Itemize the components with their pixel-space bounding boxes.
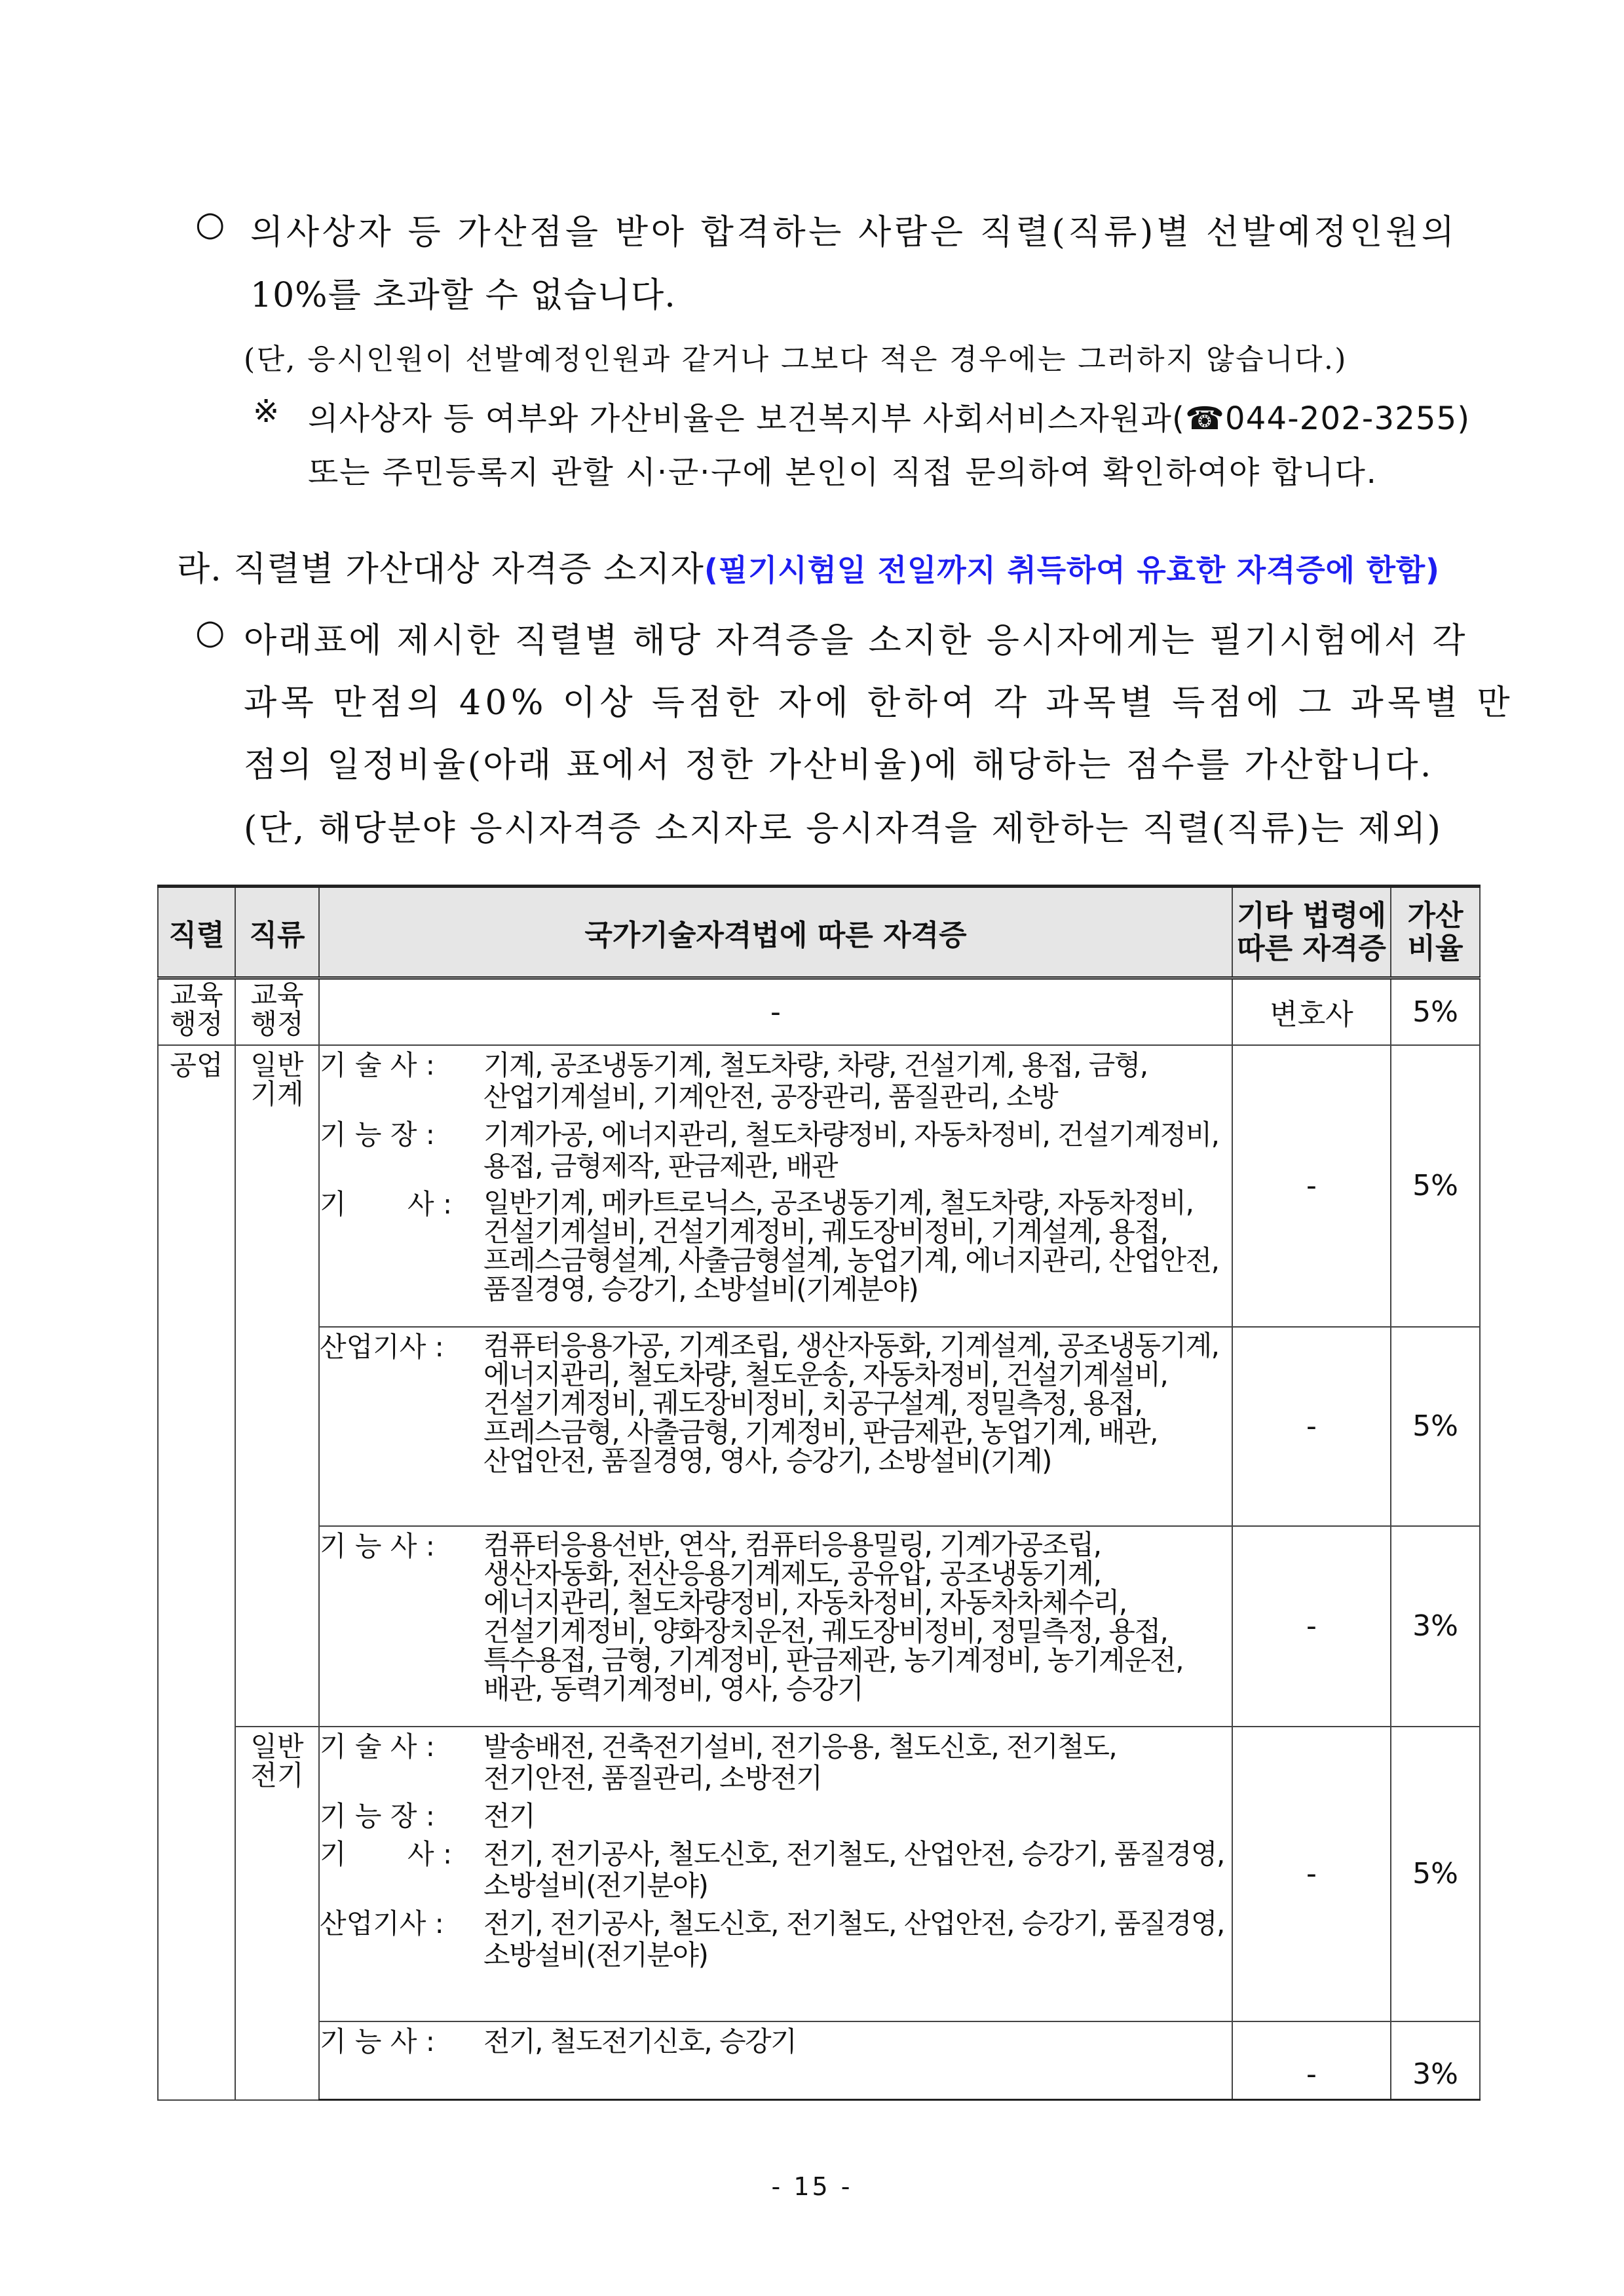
- national-cert-cell: [319, 1727, 1232, 2021]
- license-entry: [320, 1528, 1232, 1705]
- series-cell: 공업: [158, 1045, 235, 2100]
- header-other-line1: 기타 법령에: [1237, 898, 1386, 932]
- national-cert-cell: [319, 1045, 1232, 1327]
- rate-cell: 5%: [1391, 1327, 1480, 1526]
- license-entry: [320, 2026, 1232, 2057]
- license-list: 발송배전, 건축전기설비, 전기응용, 철도신호, 전기철도, 전기안전, 품질관리, 소방전기: [483, 1730, 1117, 1794]
- rate-cell: 5%: [1391, 978, 1480, 1045]
- national-cert-cell: [319, 1526, 1232, 1727]
- other-cert-cell: 변호사: [1232, 978, 1391, 1045]
- license-grade: 기 능 장 :: [320, 1118, 435, 1151]
- license-grade: 산업기사 :: [320, 1907, 444, 1940]
- table-row: [158, 1526, 1480, 1727]
- license-list: 컴퓨터응용가공, 기계조립, 생산자동화, 기계설계, 공조냉동기계, 에너지관리, 철도차량, 철도운송, 자동차정비, 건설기계설비, 건설기계정비, 궤도장비정비, 치공구설계, 정밀측정, 용접, 프레스금형, 사출금형, 기계정비, 판금제관, 농업기계, 배관, 산업안전, 품질경영, 영사, 승강기, 소방설비(기계): [483, 1329, 1219, 1477]
- paragraph-line: 의사상자 등 가산점을 받아 합격하는 사람은 직렬(직류)별 선발예정인원의: [250, 213, 1458, 252]
- header-rate-line2: 비율: [1407, 931, 1463, 965]
- license-entry: [320, 1839, 1232, 1902]
- other-cert-cell: -: [1232, 1727, 1391, 2021]
- class-edu-line2: 행정: [250, 1008, 304, 1040]
- license-grade: 산업기사 :: [320, 1330, 444, 1363]
- license-entry: [320, 1908, 1232, 1971]
- section-heading-highlight: (필기시험일 전일까지 취득하여 유효한 자격증에 한함): [704, 552, 1440, 588]
- reference-line: 또는 주민등록지 관할 시·군·구에 본인이 직접 문의하여 확인하여야 합니다.: [308, 454, 1378, 491]
- license-grade: 기 능 장 :: [320, 1799, 435, 1832]
- header-class: 직류: [235, 887, 319, 978]
- paragraph-line: 아래표에 제시한 직렬별 해당 자격증을 소지한 응시자에게는 필기시험에서 각: [244, 621, 1467, 660]
- series-edu-line1: 교육: [170, 979, 223, 1011]
- header-other-certificate: [1232, 887, 1391, 978]
- table-row: [158, 1045, 1480, 1327]
- paragraph-line: 10%를 초과할 수 없습니다.: [250, 276, 676, 315]
- license-grade: 기 술 사 :: [320, 1730, 435, 1763]
- rate-cell: 5%: [1391, 1045, 1480, 1327]
- section-heading-title: 라. 직렬별 가산대상 자격증 소지자: [177, 550, 704, 589]
- license-grade: 기 술 사 :: [320, 1048, 435, 1081]
- other-cert-cell: -: [1232, 1045, 1391, 1327]
- class-elec-line2: 전기: [250, 1759, 304, 1791]
- bonus-certificate-table: [157, 885, 1481, 2101]
- bullet-circle: ○: [195, 613, 226, 652]
- national-cert-cell: [319, 2021, 1232, 2100]
- license-list: 전기: [483, 1799, 535, 1832]
- other-cert-cell: -: [1232, 1526, 1391, 1727]
- license-entry: [320, 1731, 1232, 1794]
- header-national-certificate: 국가기술자격법에 따른 자격증: [319, 887, 1232, 978]
- paragraph-line: (단, 해당분야 응시자격증 소지자로 응시자격을 제한하는 직렬(직류)는 제외): [244, 809, 1443, 849]
- license-entry: [320, 1186, 1232, 1305]
- table-row: [158, 1327, 1480, 1526]
- class-mech-line1: 일반: [250, 1048, 304, 1081]
- class-elec-line1: 일반: [250, 1730, 304, 1763]
- series-cell: [158, 978, 235, 1045]
- table-header-row: [158, 887, 1480, 978]
- table-row: [158, 2021, 1480, 2100]
- class-edu-line1: 교육: [250, 979, 304, 1011]
- national-cert-cell: [319, 1327, 1232, 1526]
- license-grade: 기 사 :: [320, 1837, 453, 1870]
- table-row: [158, 1727, 1480, 2021]
- table-row: [158, 978, 1480, 1045]
- page-number: - 15 -: [771, 2172, 853, 2201]
- rate-cell: 5%: [1391, 1727, 1480, 2021]
- series-edu-line2: 행정: [170, 1008, 223, 1040]
- license-entry: [320, 1119, 1232, 1182]
- other-cert-cell: -: [1232, 2021, 1391, 2100]
- class-cell: [235, 1045, 319, 1727]
- license-list: 기계가공, 에너지관리, 철도차량정비, 자동차정비, 건설기계정비, 용접, 금형제작, 판금제관, 배관: [483, 1118, 1219, 1182]
- rate-cell: 3%: [1391, 2021, 1480, 2100]
- license-grade: 기 능 사 :: [320, 2025, 435, 2057]
- header-series: 직렬: [158, 887, 235, 978]
- license-entry: [320, 1801, 1232, 1832]
- header-bonus-rate: [1391, 887, 1480, 978]
- license-list: 컴퓨터응용선반, 연삭, 컴퓨터응용밀링, 기계가공조립, 생산자동화, 전산응용기계제도, 공유압, 공조냉동기계, 에너지관리, 철도차량정비, 자동차정비, 자동차차체수리, 건설기계정비, 양화장치운전, 궤도장비정비, 정밀측정, 용접, 특수용접, 금형, 기계정비, 판금제관, 농기계정비, 농기계운전, 배관, 동력기계정비, 영사, 승강기: [483, 1528, 1184, 1705]
- license-grade: 기 사 :: [320, 1187, 453, 1220]
- license-list: 일반기계, 메카트로닉스, 공조냉동기계, 철도차량, 자동차정비, 건설기계설비, 건설기계정비, 궤도장비정비, 기계설계, 용접, 프레스금형설계, 사출금형설계, 농업기계, 에너지관리, 산업안전, 품질경영, 승강기, 소방설비(기계분야): [483, 1186, 1219, 1305]
- license-grade: 기 능 사 :: [320, 1529, 435, 1562]
- header-other-line2: 따른 자격증: [1237, 931, 1386, 965]
- license-list: 전기, 철도전기신호, 승강기: [483, 2025, 797, 2057]
- reference-mark: ※: [253, 393, 280, 430]
- license-list: 전기, 전기공사, 철도신호, 전기철도, 산업안전, 승강기, 품질경영, 소방설비(전기분야): [483, 1837, 1224, 1902]
- section-heading: [177, 541, 1440, 590]
- license-list: 기계, 공조냉동기계, 철도차량, 차량, 건설기계, 용접, 금형, 산업기계설비, 기계안전, 공장관리, 품질관리, 소방: [483, 1048, 1148, 1113]
- license-entry: [320, 1331, 1232, 1476]
- class-cell: [235, 978, 319, 1045]
- reference-line: 의사상자 등 여부와 가산비율은 보건복지부 사회서비스자원과(☎044-202-3255): [308, 400, 1471, 437]
- header-rate-line1: 가산: [1407, 898, 1463, 932]
- national-cert-cell: -: [319, 978, 1232, 1045]
- license-entry: [320, 1050, 1232, 1113]
- class-mech-line2: 기계: [250, 1077, 304, 1110]
- other-cert-cell: -: [1232, 1327, 1391, 1526]
- exception-note: (단, 응시인원이 선발예정인원과 같거나 그보다 적은 경우에는 그러하지 않습니다.): [244, 343, 1348, 376]
- bullet-circle: ○: [195, 204, 226, 244]
- paragraph-line: 과목 만점의 40% 이상 득점한 자에 한하여 각 과목별 득점에 그 과목별 만: [244, 683, 1514, 723]
- rate-cell: 3%: [1391, 1526, 1480, 1727]
- license-list: 전기, 전기공사, 철도신호, 전기철도, 산업안전, 승강기, 품질경영, 소방설비(전기분야): [483, 1907, 1224, 1971]
- class-cell: [235, 1727, 319, 2100]
- paragraph-line: 점의 일정비율(아래 표에서 정한 가산비율)에 해당하는 점수를 가산합니다.: [244, 746, 1433, 785]
